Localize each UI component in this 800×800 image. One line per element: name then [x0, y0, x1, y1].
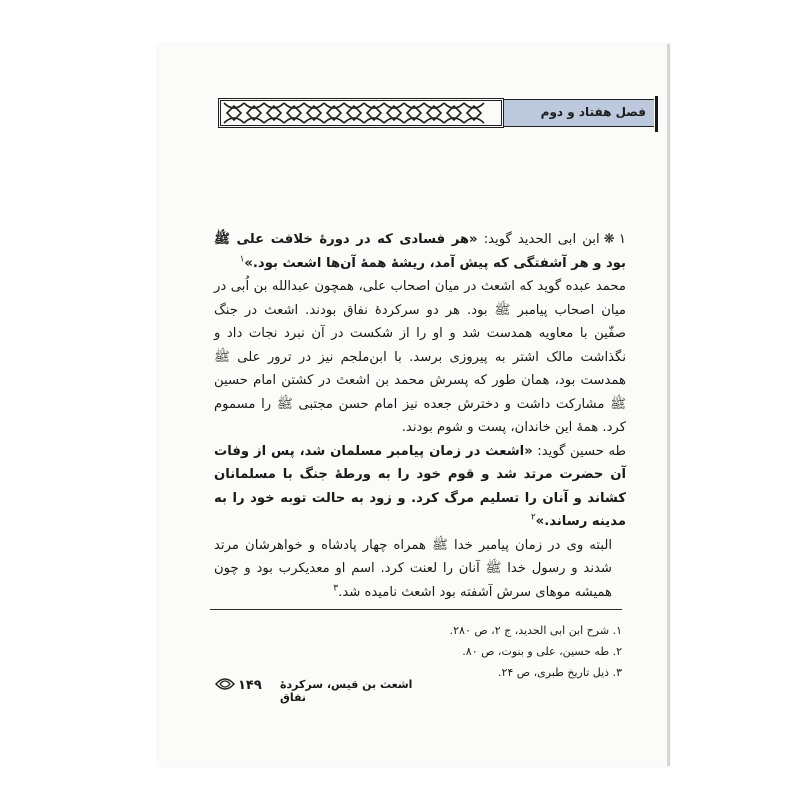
footnote-ref: ۱ [239, 254, 245, 265]
paragraph-number: ۱ [618, 232, 626, 247]
footnote-number: ۱ [616, 624, 622, 637]
quote-lead: ابن ابی الحدید گوید: [477, 232, 600, 247]
chapter-title: فصل هفتاد و دوم [540, 105, 646, 119]
page-number: ۱۴۹ [238, 678, 262, 693]
footnote-number: ۲ [616, 645, 622, 658]
footnote-item: ۳. ذیل تاریخ طبری، ص ۲۴. [497, 666, 622, 679]
footnote-detail: ، ج ۲، ص ۲۸۰. [449, 624, 519, 637]
footnote-item: ۱. شرح ابن ابی الحدید، ج ۲، ص ۲۸۰. [449, 624, 622, 637]
footnote-detail: ، ص ۲۴. [497, 666, 538, 679]
book-page [158, 44, 670, 766]
footnote-source: طه حسین، علی و بنوت [501, 645, 610, 658]
page-spine-edge [667, 44, 670, 766]
paragraph-quote-1 [214, 228, 626, 275]
footnotes [210, 620, 622, 683]
footnote-source: شرح ابن ابی الحدید [518, 624, 610, 637]
paragraph-abduh: محمد عبده گوید که اشعث در میان اصحاب علی، همچون عبدالله بن اُبی در میان اصحاب پیامبر ﷺ بود. هر دو سرکردهٔ نفاق بودند. اشعث در جنگ صفّین با معاویه همدست شد و او را از شکست در آن نبرد نجات داد و نگذاشت مالک اشتر به پیروزی برسد. با ابن‌ملجم نیز در ترور علی ﷺ همدست بود، همان طور که پسرش محمد بن اشعث در کشتن امام حسین ﷺ مشارکت داشت و دخترش جعده نیز امام حسن مجتبی ﷺ را مسموم کرد. همهٔ این خاندان، پست و شوم بودند. [214, 279, 626, 435]
ornament-icon [214, 674, 236, 694]
footnote-ref: ۲ [530, 512, 536, 523]
footnote-source: ذیل تاریخ طبری [537, 666, 610, 679]
chapter-header [218, 98, 654, 128]
footnote-item: ۲. طه حسین، علی و بنوت، ص ۸۰. [462, 645, 622, 658]
running-head: اشعث بن قیس، سرکردهٔ نفاق [280, 678, 413, 704]
quote-text: «هر فسادی که در دورهٔ خلافت علی ﷺ بود و هر آشفتگی که پیش آمد، ریشهٔ همهٔ آن‌ها اشعث بود.» [214, 232, 626, 271]
quote-lead: طه حسین گوید: [532, 443, 627, 459]
footnote-ref: ۳ [333, 583, 339, 594]
quote-text: «اشعث در زمان پیامبر مسلمان شد، پس از وفات آن حضرت مرتد شد و قوم خود را به ورطهٔ جنگ با مسلمانان کشاند و آنان را تسلیم مرگ کرد. و زود به حالت توبه خود را به مدینه رساند.» [214, 443, 626, 529]
tab-edge-bar [655, 96, 658, 132]
footnote-divider [210, 609, 622, 610]
closing-text: البته وی در زمان پیامبر خدا ﷺ همراه چهار پادشاه و خواهرشان مرتد شدند و رسول خدا ﷺ آنان را لعنت کرد. اسم او معدیکرب بود و چون همیشه موهای سرش آشفته بود اشعث نامیده شد. [214, 537, 612, 600]
body-text [214, 228, 626, 604]
chapter-tab [504, 99, 654, 127]
footnote-detail: ، ص ۸۰. [462, 645, 502, 658]
item-number [604, 228, 626, 252]
asterisk-icon: ❋ [603, 232, 615, 247]
knotwork-border-icon [218, 98, 504, 128]
footnote-number: ۳ [616, 666, 622, 679]
paragraph-taha-hussein [214, 440, 626, 534]
paragraph-closing [214, 534, 612, 605]
